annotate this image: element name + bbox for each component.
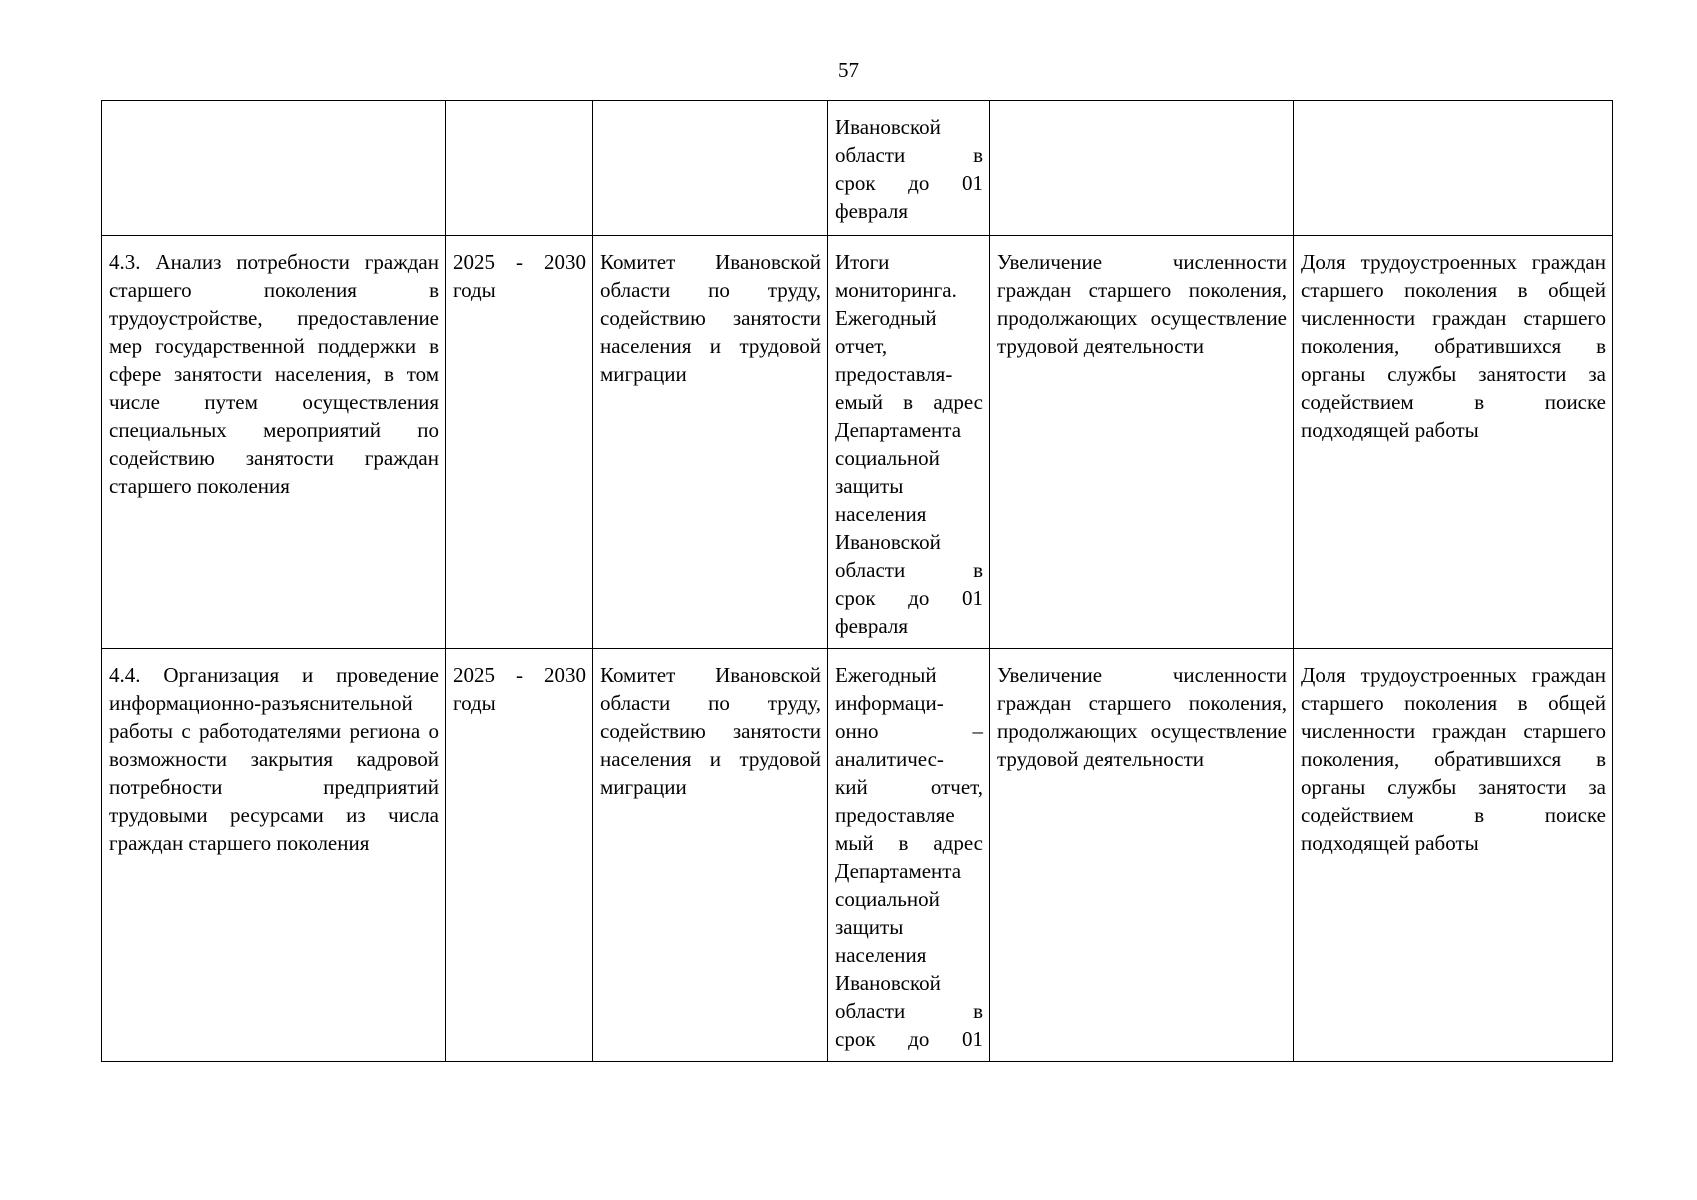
result-line: срок до 01 (835, 1027, 983, 1051)
result-line: срок до 01 (835, 171, 983, 195)
result-line: предоставляе (835, 803, 955, 827)
cell-effect (990, 101, 1294, 236)
cell-measure: 4.3. Анализ потребности граждан старшего поколения в трудоустройстве, предоставление мер государственной поддержки в сфере занятости населения, в том числе путем осуществления специальных мероприятий по содействию занятости граждан старшего поколения (102, 236, 446, 649)
cell-period: 2025 - 2030 годы (446, 649, 593, 1062)
result-line: области в (835, 999, 983, 1023)
result-line: отчет, (835, 334, 888, 358)
result-line: февраля (835, 614, 908, 638)
result-line: Ивановской (835, 530, 941, 554)
result-line: Ивановской (835, 971, 941, 995)
result-line: Итоги (835, 250, 890, 274)
cell-result (828, 101, 990, 236)
cell-executor: Комитет Ивановской области по труду, содействию занятости населения и трудовой миграции (593, 236, 828, 649)
result-line: аналитичес- (835, 747, 944, 771)
cell-result (828, 649, 990, 1062)
result-line: Департамента (835, 418, 962, 442)
cell-indicator: Доля трудоустроенных граждан старшего поколения в общей численности граждан старшего поколения, обратившихся в органы службы занятости за содействием в поиске подходящей работы (1294, 236, 1613, 649)
result-line: защиты (835, 474, 904, 498)
result-line: информаци- (835, 691, 944, 715)
cell-result (828, 236, 990, 649)
result-line: февраля (835, 199, 908, 223)
result-line: Ежегодный (835, 306, 937, 330)
cell-measure (102, 101, 446, 236)
cell-indicator (1294, 101, 1613, 236)
result-line: населения (835, 502, 927, 526)
table-row-continuation (102, 101, 1613, 236)
cell-executor: Комитет Ивановской области по труду, содействию занятости населения и трудовой миграции (593, 649, 828, 1062)
result-line: социальной (835, 446, 940, 470)
cell-executor (593, 101, 828, 236)
cell-period: 2025 - 2030 годы (446, 236, 593, 649)
table-row (102, 236, 1613, 649)
result-line: предоставля- (835, 362, 953, 386)
result-line: области в (835, 558, 983, 582)
result-line: мый в адрес (835, 831, 983, 855)
table-row (102, 649, 1613, 1062)
page-number: 57 (838, 58, 859, 82)
result-line: защиты (835, 915, 904, 939)
result-line: кий отчет, (835, 775, 983, 799)
result-line: населения (835, 943, 927, 967)
result-line: онно – (835, 719, 983, 743)
result-line: срок до 01 (835, 586, 983, 610)
result-line: Ежегодный (835, 663, 937, 687)
result-line: социальной (835, 887, 940, 911)
cell-indicator: Доля трудоустроенных граждан старшего поколения в общей численности граждан старшего поколения, обратившихся в органы службы занятости за содействием в поиске подходящей работы (1294, 649, 1613, 1062)
measures-table (101, 100, 1613, 1062)
result-line: Департамента (835, 859, 962, 883)
result-line: Ивановской (835, 115, 941, 139)
cell-effect: Увеличение численности граждан старшего поколения, продолжающих осуществление трудовой деятельности (990, 236, 1294, 649)
cell-period (446, 101, 593, 236)
result-line: мониторинга. (835, 278, 957, 302)
cell-effect: Увеличение численности граждан старшего поколения, продолжающих осуществление трудовой деятельности (990, 649, 1294, 1062)
result-line: емый в адрес (835, 390, 983, 414)
cell-measure: 4.4. Организация и проведение информационно-разъяснительной работы с работодателями региона о возможности закрытия кадровой потребности предприятий трудовыми ресурсами из числа граждан старшего поколения (102, 649, 446, 1062)
result-line: области в (835, 143, 983, 167)
